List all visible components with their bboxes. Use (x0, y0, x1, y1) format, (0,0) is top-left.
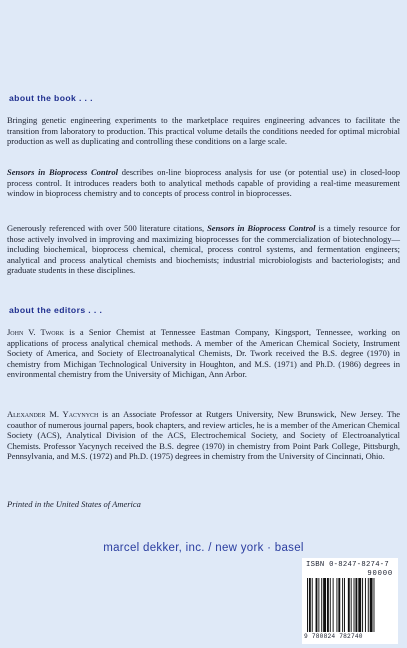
book-title: Sensors in Bioprocess Control (7, 167, 118, 177)
barcode-stripe (351, 578, 352, 632)
barcode-stripe (348, 578, 350, 632)
paragraph-text: describes on-line bioprocess analysis for use (or potential use) in closed-loop process control. It introduces readers both to analytical methods capable of providing a real-time measurement window in bioprocess chemistry and to concepts of process control in bioprocesses. (7, 167, 401, 199)
barcode-stripe (368, 578, 369, 632)
barcode-stripe (342, 578, 343, 632)
barcode-stripe (327, 578, 329, 632)
about-book-heading: about the book . . . (9, 93, 93, 103)
editor-yacynych-bio (7, 409, 400, 462)
barcode-stripe (309, 578, 311, 632)
barcode-stripe (330, 578, 331, 632)
barcode-stripe (355, 578, 357, 632)
about-editors-heading: about the editors . . . (9, 305, 103, 315)
barcode-stripe (354, 578, 355, 632)
barcode-block (302, 558, 398, 644)
barcode-stripe (321, 578, 322, 632)
editor-twork-bio (7, 327, 400, 380)
editor-bio-text: is a Senior Chemist at Tennessee Eastman Company, Kingsport, Tennessee, working on applications of process analytical chemical methods. A member of the American Chemical Society, Instrument Society of America, and Society of Electroanalytical Chemists, Dr. Twork received the B.S. degree (1970) in chemistry from Michigan Technological University in Houghton, and M.S. (1971) and Ph.D. (1986) degrees in environmental chemistry from the University of Michigan, Ann Arbor. (7, 327, 400, 380)
barcode-stripe (370, 578, 373, 632)
barcode-stripe (362, 578, 363, 632)
isbn-number: ISBN 0-8247-8274-7 (306, 561, 390, 569)
barcode-stripe (338, 578, 340, 632)
barcode-stripe (365, 578, 366, 632)
barcode-stripe (358, 578, 361, 632)
barcode-stripe (333, 578, 334, 632)
barcode-stripe (316, 578, 318, 632)
about-book-paragraph-2 (7, 167, 400, 199)
barcode-number: 9 780824 782740 (304, 633, 363, 640)
editor-name: John V. Twork (7, 327, 64, 337)
paragraph-text: Generously referenced with over 500 literature citations, (7, 223, 208, 233)
barcode-stripe (344, 578, 345, 632)
editor-bio-text: is an Associate Professor at Rutgers University, New Brunswick, New Jersey. The coauthor of numerous journal papers, book chapters, and review articles, he is a member of the American Chemical Society (ACS), Analytical Division of the ACS, Electrochemical Society, and Society of Electroanalytical Chemists. Professor Yacynych received the B.S. degree (1970) in chemistry from Point Park College, Pittsburgh, Pennsylvania, and M.S. (1972) and Ph.D. (1975) degrees in chemistry from the University of Cincinnati, Ohio. (7, 409, 400, 462)
price-code: 90000 (367, 570, 393, 578)
book-title: Sensors in Bioprocess Control (207, 223, 316, 233)
about-book-paragraph-3 (7, 223, 400, 276)
barcode-stripe (318, 578, 319, 632)
paragraph-text: is a timely resource for those actively involved in improving and maximizing bioprocesses for the commercialization of biotechnology—including biochemical, bioprocess chemical, chemical, process control systems, and fermentation engineers; analytical and process analytical chemists and biochemists; industrial microbiologists and bacteriologists; and graduate students in these disciplines. (7, 223, 401, 276)
barcode-stripe (312, 578, 313, 632)
barcode-stripe (374, 578, 375, 632)
barcode-stripe (307, 578, 308, 632)
editor-name: Alexander M. Yacynych (7, 409, 99, 419)
about-book-paragraph-1: Bringing genetic engineering experiments to the marketplace requires engineering advances to facilitate the transition from laboratory to production. This practical volume details the conditions needed for optimal microbial production as well as duplicating and controlling these conditions on a large scale. (7, 115, 400, 147)
publisher-imprint: marcel dekker, inc. / new york · basel (103, 542, 304, 554)
barcode-stripe (323, 578, 326, 632)
barcode-graphic (307, 578, 393, 632)
printed-note: Printed in the United States of America (7, 499, 141, 509)
barcode-stripe (336, 578, 337, 632)
